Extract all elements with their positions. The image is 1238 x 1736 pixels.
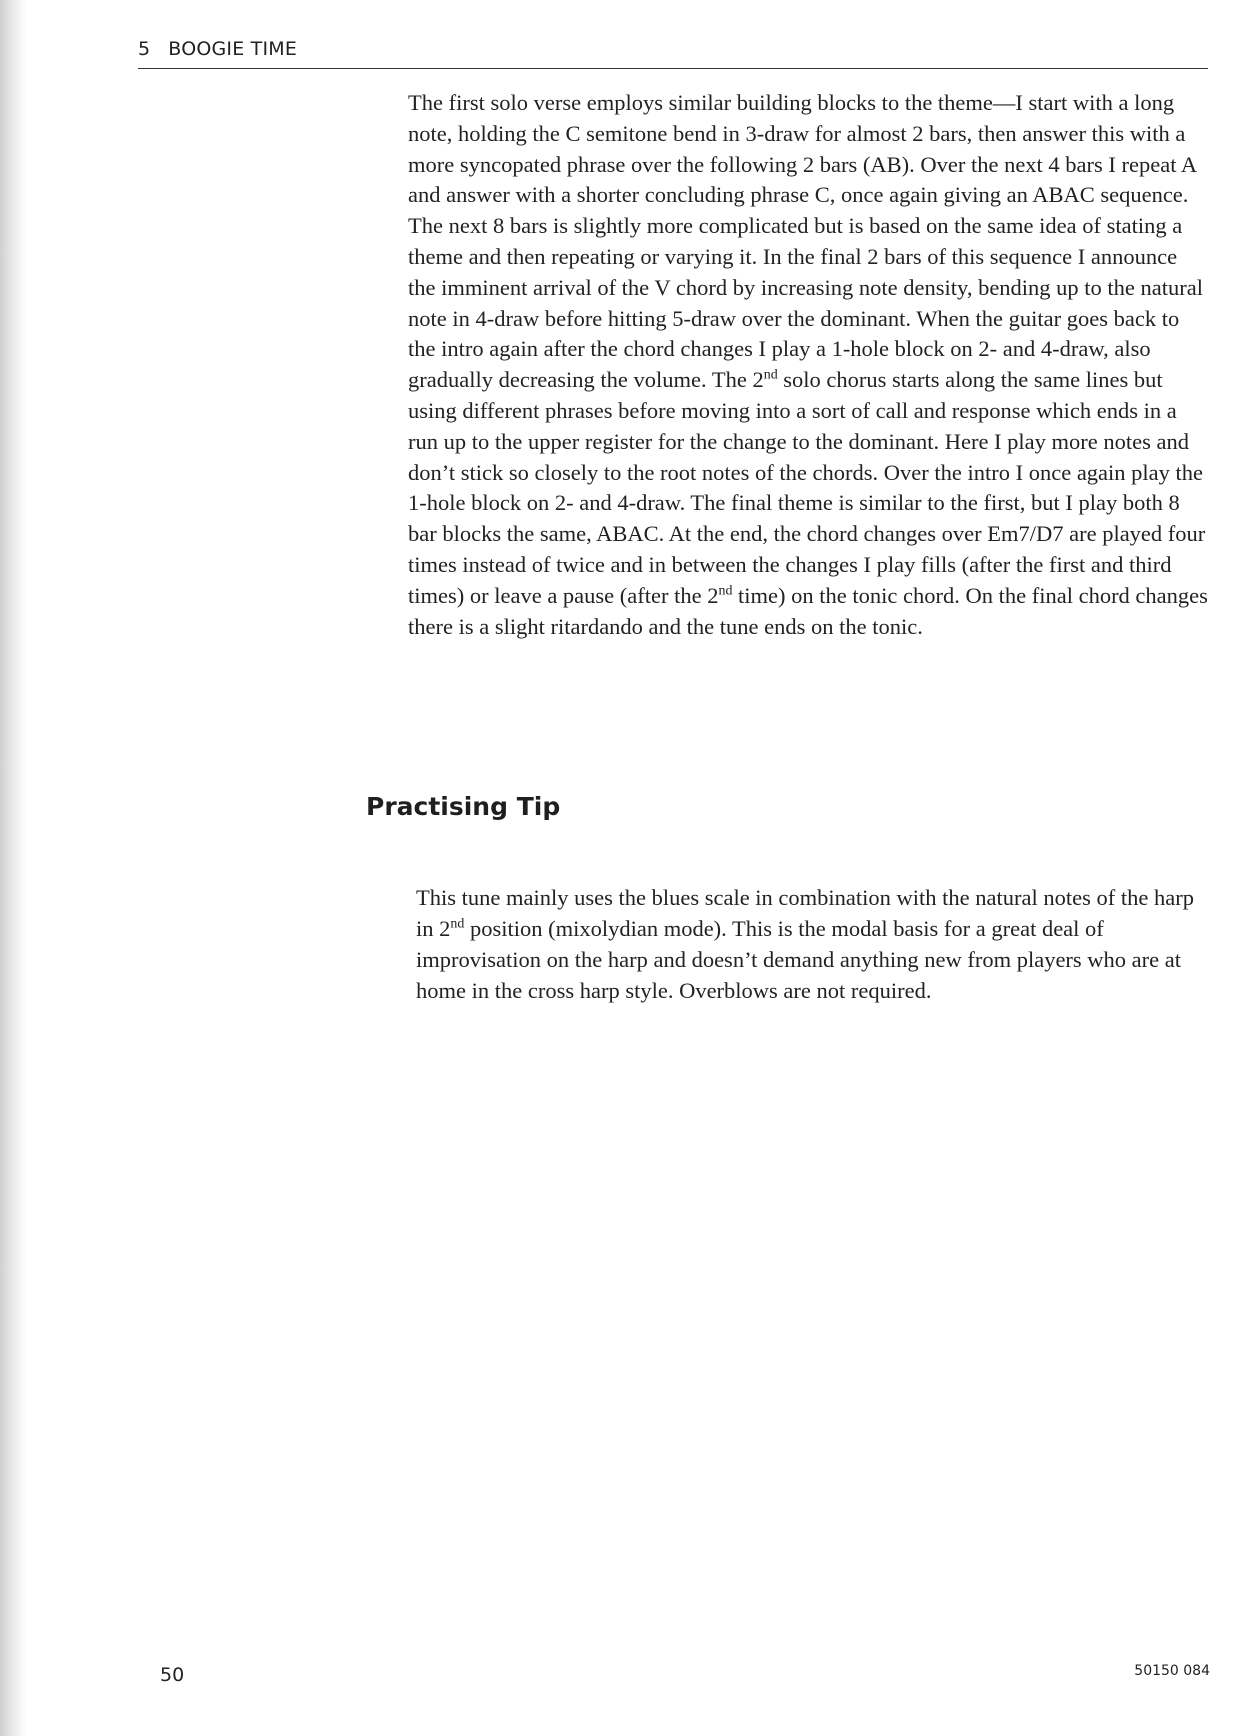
paragraph-text: position (mixolydian mode). This is the modal basis for a great deal of improvisation on the harp and doesn’t demand anything new from players who are at home in the cross harp style. Overblows are not required. (416, 916, 1182, 1003)
paragraph-text: time) on the tonic chord. On the final chord changes there is a slight ritardando and the tune ends on the tonic. (408, 582, 1208, 639)
chapter-title: BOOGIE TIME (168, 38, 298, 60)
ordinal-superscript: nd (763, 367, 778, 383)
practising-tip-paragraph (416, 882, 1212, 1006)
ordinal-superscript: nd (718, 583, 733, 599)
page-binding-shadow (0, 0, 26, 1736)
page-number: 50 (160, 1664, 185, 1686)
section-heading: Practising Tip (366, 792, 561, 821)
paragraph-text: The first solo verse employs similar building blocks to the theme—I start with a long note, holding the C semitone bend in 3-draw for almost 2 bars, then answer this with a more syncopated phrase over the following 2 bars (AB). Over the next 4 bars I repeat A and answer with a shorter concluding phrase C, once again giving an ABAC sequence. The next 8 bars is slightly more complicated but is based on the same idea of stating a theme and then repeating or varying it. In the final 2 bars of this sequence I announce the imminent arrival of the V chord by increasing note density, bending up to the natural note in 4-draw before hitting 5-draw over the dominant. When the guitar goes back to the intro again after the chord changes I play a 1-hole block on 2- and 4-draw, also gradually decreasing the volume. The 2 (408, 90, 1204, 393)
publication-code: 50150 084 (1134, 1663, 1210, 1679)
chapter-number: 5 (138, 38, 151, 60)
paragraph-text: This tune mainly uses the blues scale in combination with the natural notes of the harp in 2 (416, 885, 1194, 941)
ordinal-superscript: nd (450, 916, 465, 932)
solo-description-paragraph (408, 88, 1208, 642)
header-divider (138, 68, 1208, 69)
running-header (138, 38, 1208, 60)
paragraph-text: solo chorus starts along the same lines but using different phrases before moving into a sort of call and response which ends in a run up to the upper register for the change to the dominant. Here I play more notes and don’t stick so closely to the root notes of the chords. Over the intro I once again play the 1-hole block on 2- and 4-draw. The final theme is similar to the first, but I play both 8 bar blocks the same, ABAC. At the end, the chord changes over Em7/D7 are played four times instead of twice and in between the changes I play fills (after the first and third times) or leave a pause (after the 2 (408, 367, 1206, 608)
